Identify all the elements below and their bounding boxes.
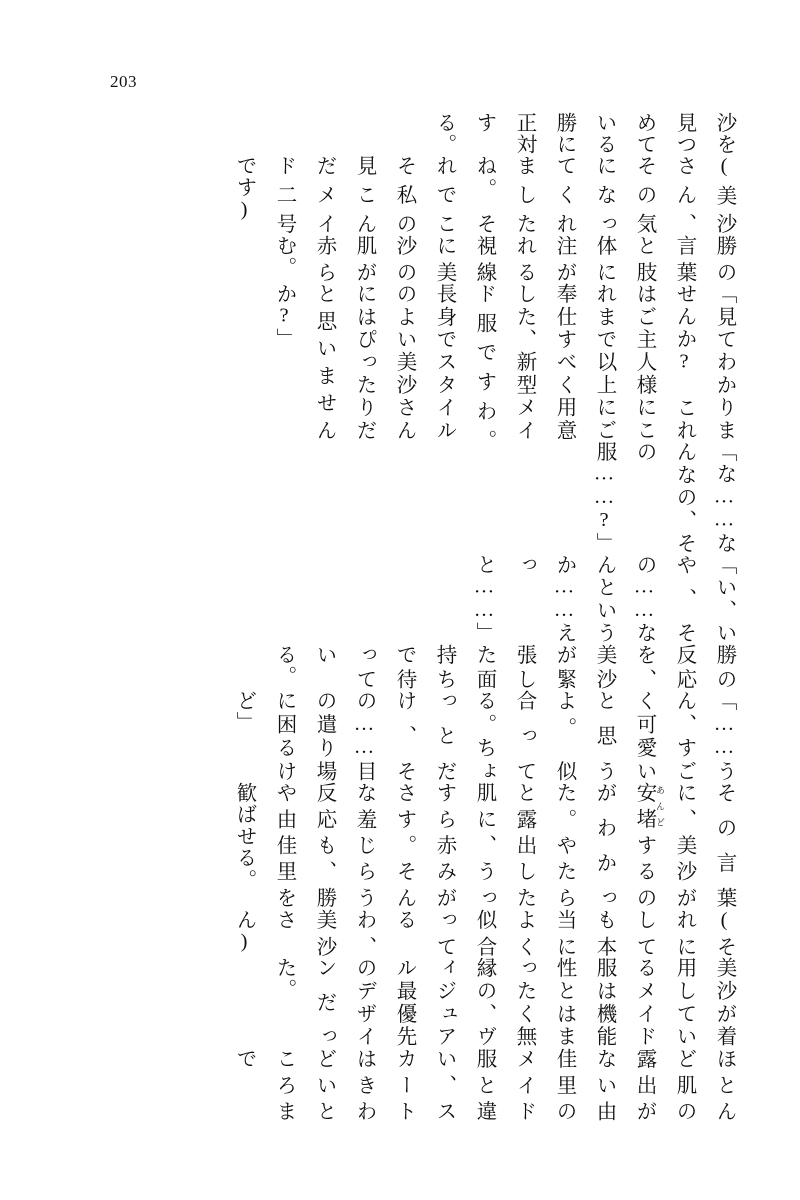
paragraph: ほとんど肌の露出がない由佳里のメイド服と違い、スカートはきわどいところまで [233,1047,735,1123]
paragraph: 「い、いや、その……なんというか……えっと……」 [473,554,735,645]
paragraph: (美沙さん、その気になってくれましたね。 それでこそ私の見こんだメイド二号です) [233,155,735,236]
vertical-text-body [124,112,744,1122]
paragraph: 勝の言葉と肢体に注がれる視線に美沙の肌が赤らむ。 [273,235,735,284]
paragraph: 沙を見つめている勝に正対する。 [433,112,735,156]
paragraph: 「……うん、すごく可愛いと思うよ。 似合ってる。ちょっとだけ、その……目の遣り場に困るけど」 [233,690,735,783]
paragraph: (それにしても本当によく似合ってるわ、美沙さん) [233,908,735,958]
paragraph: 美沙が着用しているメイド服は機能性とはまったく無縁の、ヴィジュアル最優先のデザインだった。 [273,957,735,1048]
paragraph: 「見てわかりませんか? これはご主人様にこれまで以上にご奉仕すべく用意した、新型メイド服ですわ。 長身でスタイルのよい美沙さんにはぴったりだと思いませんか?」 [273,283,735,463]
paragraph: 「な……なんなの、その服……?」 [593,441,735,555]
paragraph-with-ruby: その言葉に、美沙が安堵 あんどするのがわかった。やたらと露出した肌に、うっすら赤みがさす。そんな羞じらう反応も、勝や由佳里を歓ばせる。 [233,782,735,909]
page-number: 203 [110,72,137,91]
ruby-annotation: 安堵 あんど [633,782,665,835]
paragraph: 勝の反応を、美沙が緊張した面持ちで待っている。 [273,644,735,691]
